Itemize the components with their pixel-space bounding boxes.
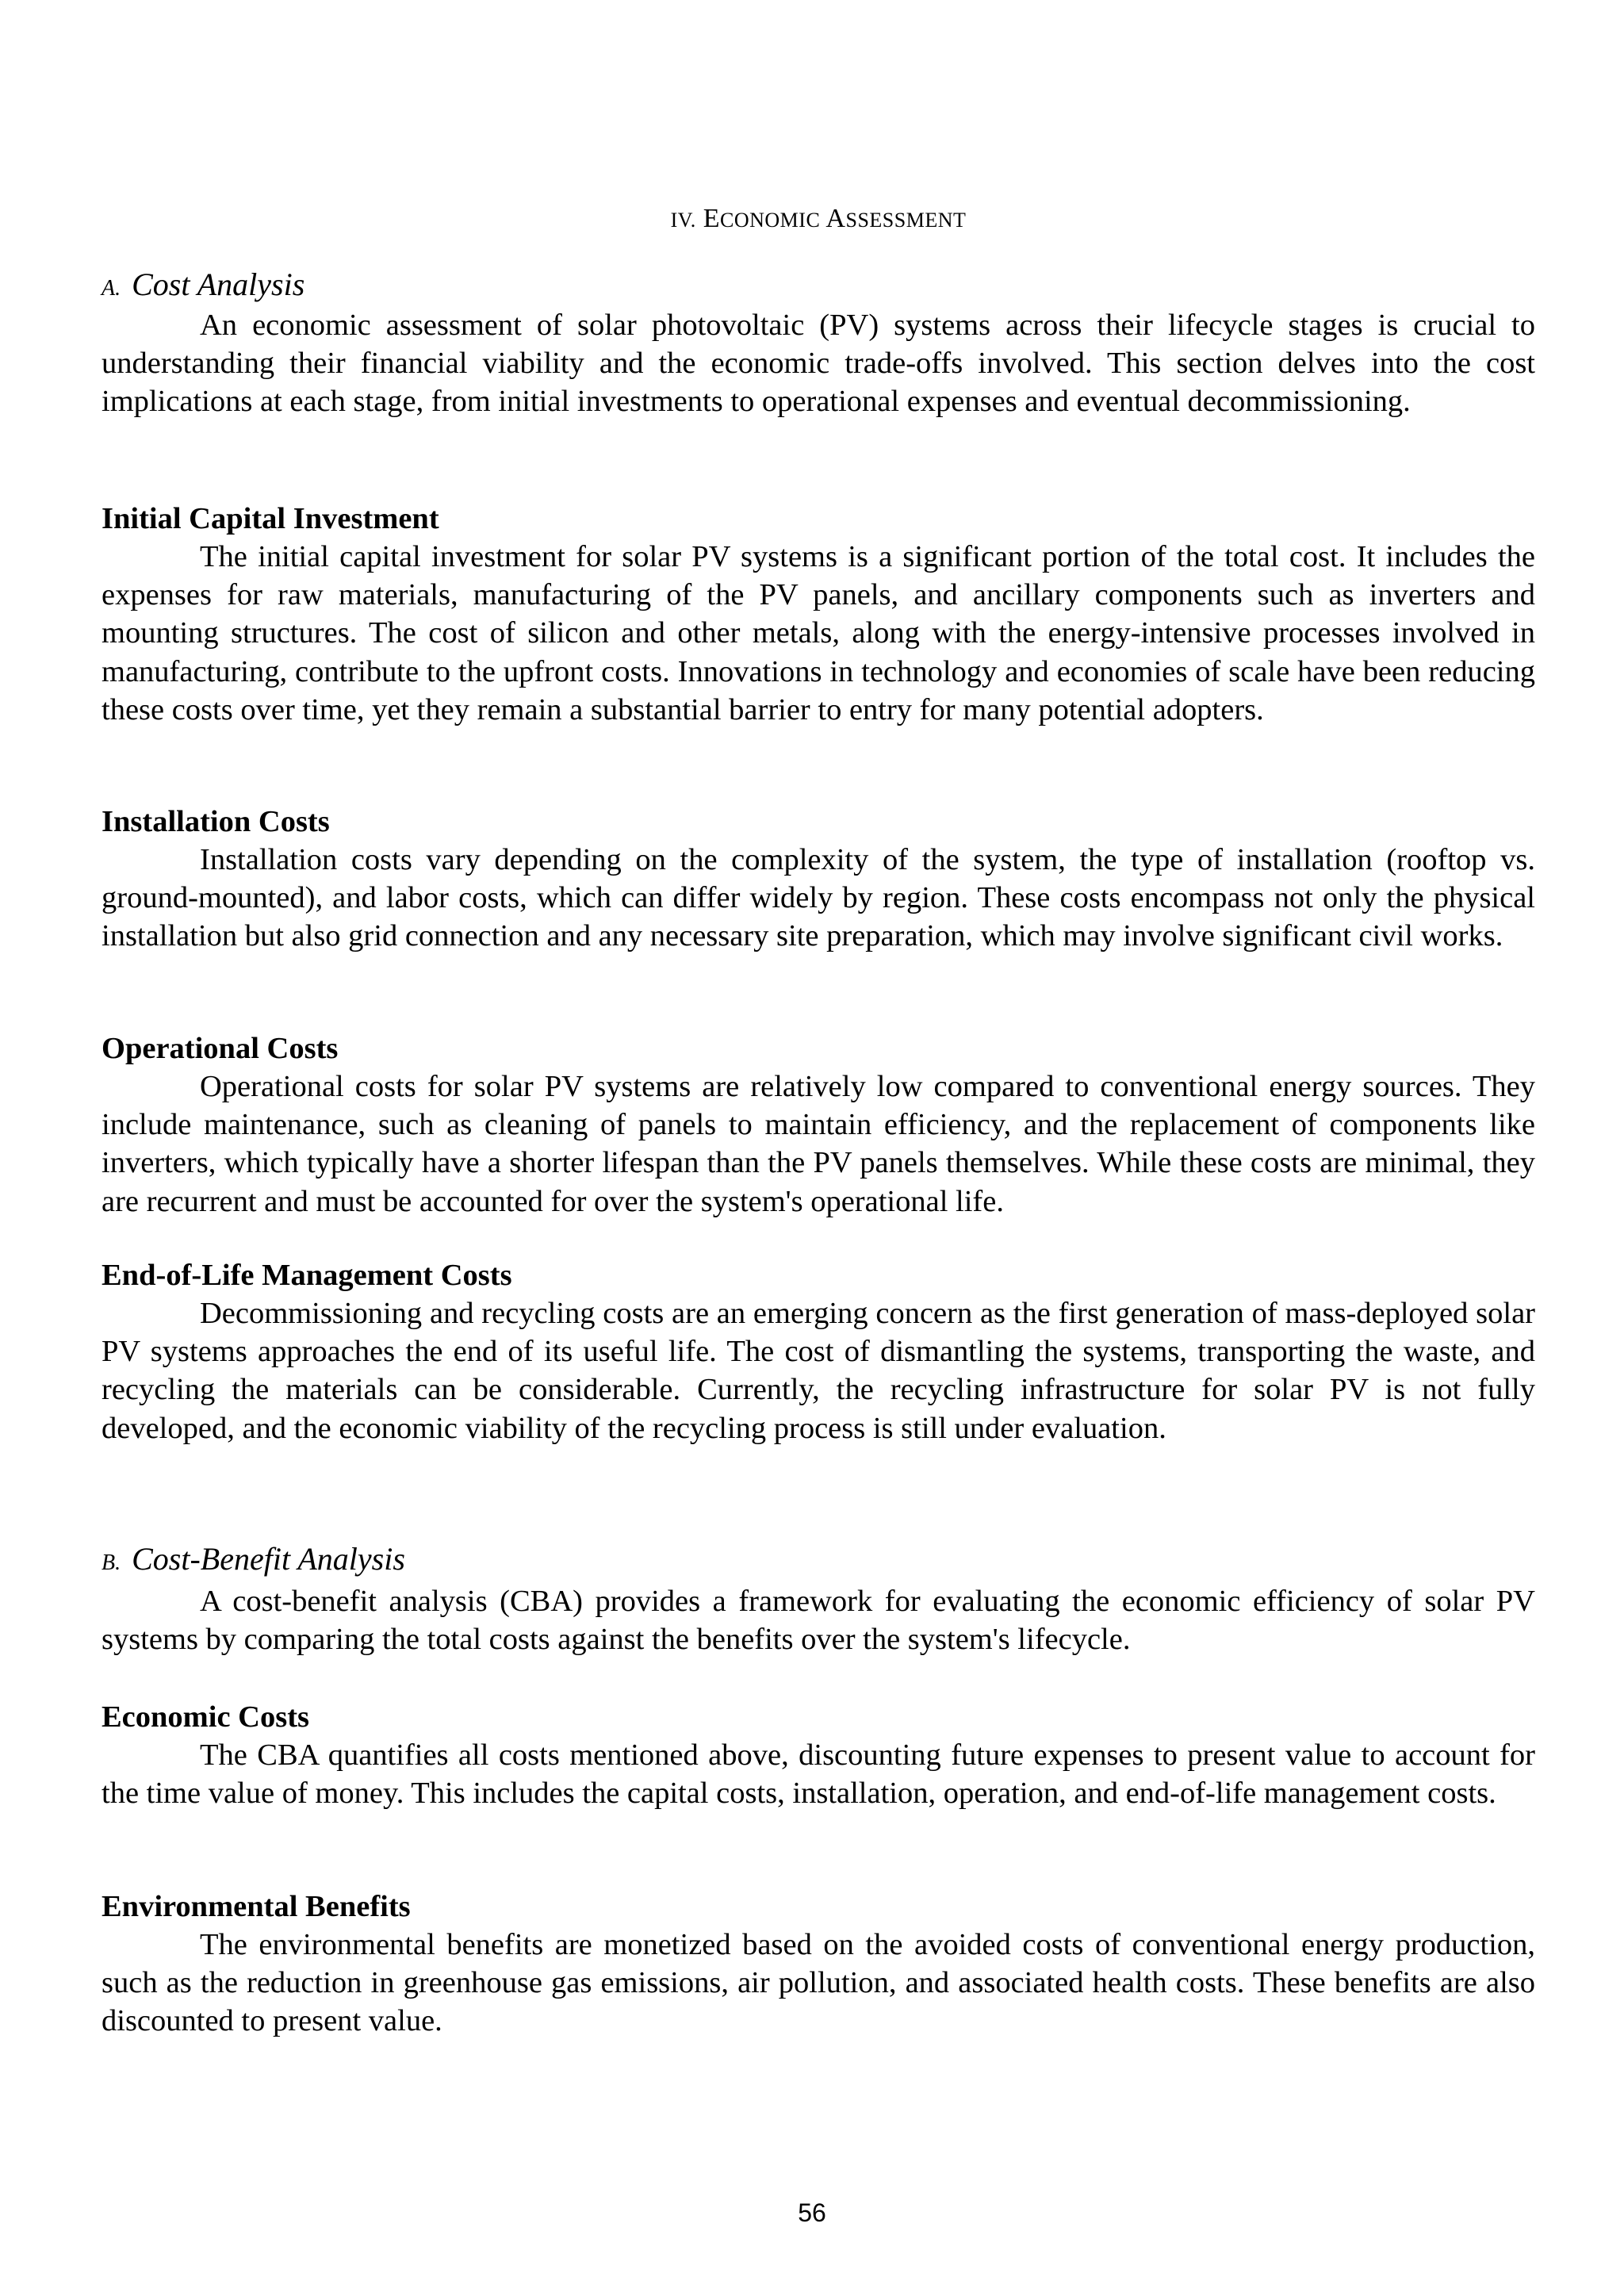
subsection-title: Cost-Benefit Analysis bbox=[132, 1541, 405, 1577]
subsection-heading-cost-analysis bbox=[102, 264, 304, 309]
section-title-initial-2: A bbox=[825, 204, 846, 233]
initial-capital-heading: Initial Capital Investment bbox=[102, 502, 439, 535]
operational-costs-heading: Operational Costs bbox=[102, 1032, 339, 1065]
initial-capital-paragraph: The initial capital investment for solar PV systems is a significant portion of the total cost. It includes the expenses for raw materials, manufacturing of the PV panels, and ancillary components such as inverters and mounting structures. The cost of silicon and other metals, along with the energy-intensive processes involved in manufacturing, contribute to the upfront costs. Innovations in technology and economies of scale have been reducing these costs over time, yet they remain a substantial barrier to entry for many potential adopters. bbox=[102, 540, 1535, 726]
cost-benefit-intro-paragraph: A cost-benefit analysis (CBA) provides a framework for evaluating the economic efficiency of solar PV systems by comparing the total costs against the benefits over the system's lifecycle. bbox=[102, 1585, 1535, 1657]
page-number: 56 bbox=[798, 2198, 826, 2227]
installation-costs-paragraph: Installation costs vary depending on the complexity of the system, the type of installation (rooftop vs. ground-mounted), and labor costs, which can differ widely by region. These costs encompass not only the physical installation but also grid connection and any necessary site preparation, which may involve significant civil works. bbox=[102, 843, 1535, 953]
environmental-benefits-paragraph: The environmental benefits are monetized based on the avoided costs of conventional energy production, such as the reduction in greenhouse gas emissions, air pollution, and associated health costs. These benefits are also discounted to present value. bbox=[102, 1928, 1535, 2038]
section-numeral: IV. bbox=[670, 209, 696, 232]
section-title-rest-1: CONOMIC bbox=[720, 209, 821, 232]
economic-costs-heading: Economic Costs bbox=[102, 1700, 309, 1734]
section-heading bbox=[102, 198, 1535, 241]
section-title-initial-1: E bbox=[703, 204, 720, 233]
subsection-heading-cost-benefit bbox=[102, 1539, 405, 1584]
end-of-life-heading: End-of-Life Management Costs bbox=[102, 1259, 512, 1292]
subsection-title: Cost Analysis bbox=[132, 266, 305, 302]
end-of-life-paragraph: Decommissioning and recycling costs are an emerging concern as the first generation of mass-deployed solar PV systems approaches the end of its useful life. The cost of dismantling the systems, transporting the waste, and recycling the materials can be considerable. Currently, the recycling infrastructure for solar PV is not fully developed, and the economic viability of the recycling process is still under evaluation. bbox=[102, 1297, 1535, 1445]
section-title-rest-2: SSESSMENT bbox=[845, 209, 967, 232]
installation-costs-heading: Installation Costs bbox=[102, 805, 330, 838]
subsection-letter: A. bbox=[102, 276, 121, 301]
subsection-letter: B. bbox=[102, 1550, 121, 1575]
environmental-benefits-heading: Environmental Benefits bbox=[102, 1890, 411, 1923]
cost-analysis-intro-paragraph: An economic assessment of solar photovoltaic (PV) systems across their lifecycle stages is crucial to understanding their financial viability and the economic trade-offs involved. This section delves into the cost implications at each stage, from initial investments to operational expenses and eventual decommissioning. bbox=[102, 309, 1535, 419]
operational-costs-paragraph: Operational costs for solar PV systems are relatively low compared to conventional energy sources. They include maintenance, such as cleaning of panels to maintain efficiency, and the replacement of components like inverters, which typically have a shorter lifespan than the PV panels themselves. While these costs are minimal, they are recurrent and must be accounted for over the system's operational life. bbox=[102, 1070, 1535, 1218]
economic-costs-paragraph: The CBA quantifies all costs mentioned above, discounting future expenses to present value to account for the time value of money. This includes the capital costs, installation, operation, and end-of-life management costs. bbox=[102, 1738, 1535, 1811]
